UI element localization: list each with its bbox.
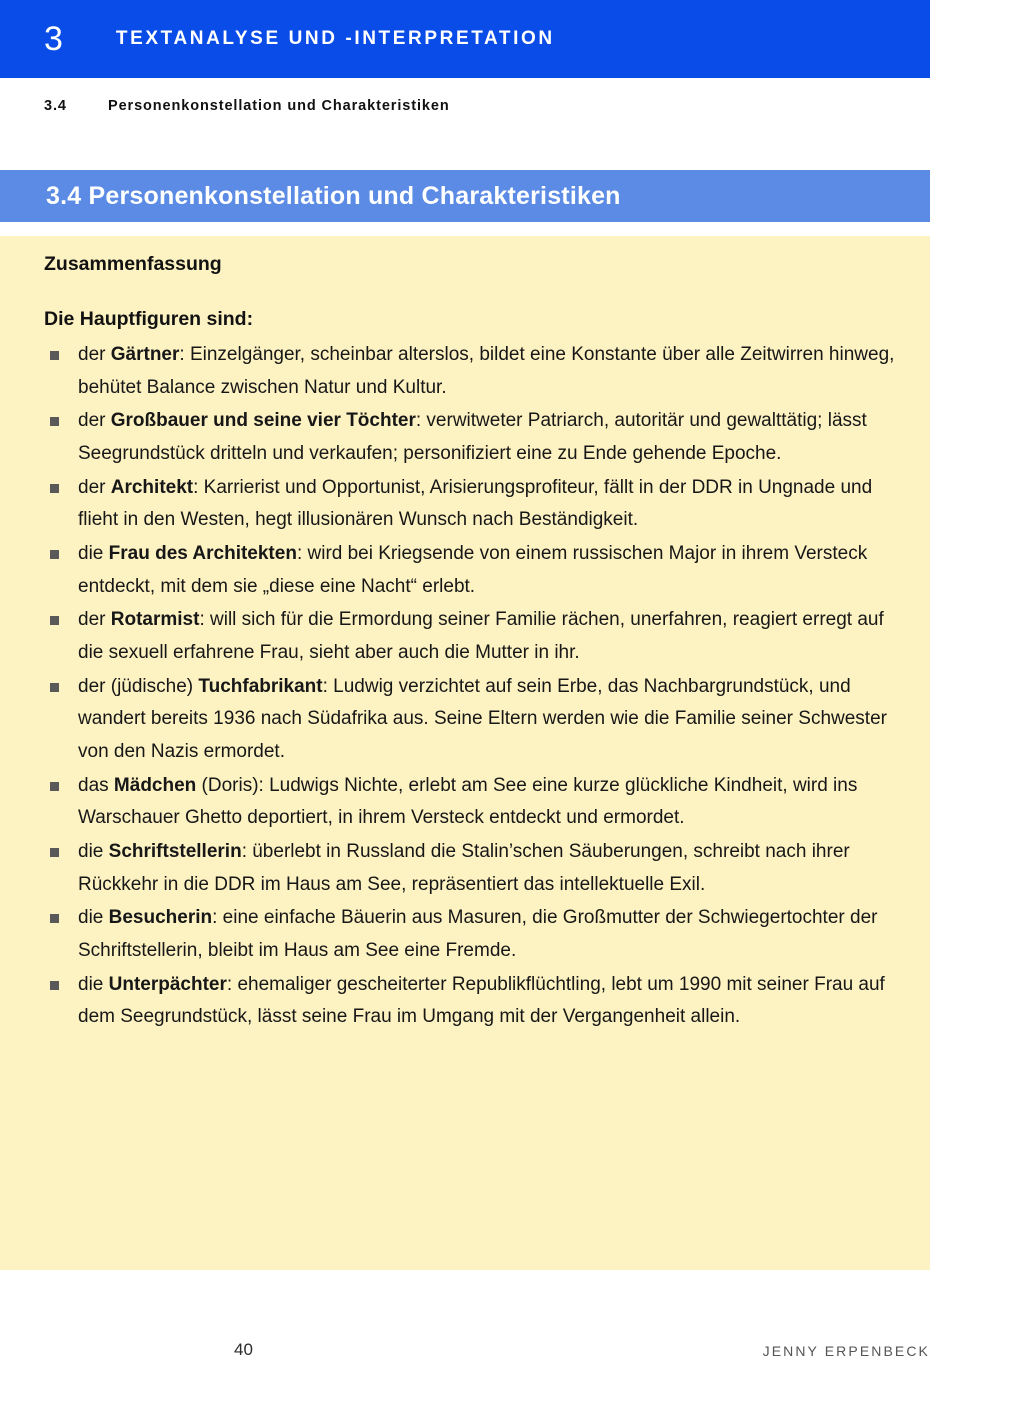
list-item — [50, 339, 910, 404]
list-item — [50, 472, 910, 537]
chapter-banner — [0, 0, 930, 78]
bullet-square-icon — [50, 914, 59, 923]
figure-prefix: der — [78, 343, 111, 365]
figure-prefix: die — [78, 840, 109, 862]
list-item — [50, 836, 910, 901]
figure-description: : Karrierist und Opportunist, Arisierungsprofiteur, fällt in der DDR in Ungnade und flieht in den Westen, hegt illusionären Wunsch nach Beständigkeit. — [78, 476, 873, 531]
figure-prefix: der — [78, 476, 111, 498]
figure-name: Schriftstellerin — [108, 840, 242, 862]
list-item — [50, 604, 910, 669]
figure-name: Tuchfabrikant — [198, 675, 323, 697]
figure-name: Rotarmist — [110, 609, 200, 631]
figure-description: : überlebt in Russland die Stalin’schen Säuberungen, schreibt nach ihrer Rückkehr in die DDR im Haus am See, repräsentiert das intellektuelle Exil. — [78, 840, 850, 895]
figure-prefix: der (jüdische) — [78, 675, 199, 697]
section-header-bar — [0, 170, 930, 222]
figure-description: : wird bei Kriegsende von einem russischen Major in ihrem Versteck entdeckt, mit dem sie „diese eine Nacht“ erlebt. — [78, 542, 868, 597]
bullet-square-icon — [50, 550, 59, 559]
summary-heading: Zusammenfassung — [44, 253, 222, 275]
page-number: 40 — [234, 1340, 253, 1359]
chapter-number: 3 — [44, 20, 63, 58]
footer-author: JENNY ERPENBECK — [762, 1343, 930, 1359]
figure-name: Unterpächter — [108, 973, 227, 995]
figure-description: : eine einfache Bäuerin aus Masuren, die Großmutter der Schwiegertochter der Schriftstellerin, bleibt im Haus am See eine Fremde. — [78, 907, 878, 961]
bullet-square-icon — [50, 417, 59, 426]
figure-description: : Ludwig verzichtet auf sein Erbe, das Nachbargrundstück, und wandert bereits 1936 nach Südafrika aus. Seine Eltern werden wie die Familie seiner Schwester von den Nazis ermordet. — [78, 675, 887, 762]
figure-prefix: das — [78, 774, 114, 796]
figure-name: Besucherin — [108, 907, 213, 929]
figure-description: : verwitweter Patriarch, autoritär und gewalttätig; lässt Seegrundstück dritteln und verkaufen; personifiziert eine zu Ende gehende Epoche. — [78, 410, 867, 464]
figure-name: Architekt — [110, 476, 194, 498]
summary-subheading: Die Hauptfiguren sind: — [44, 308, 254, 331]
figure-prefix: der — [78, 609, 111, 631]
breadcrumb — [44, 98, 450, 114]
bullet-square-icon — [50, 683, 59, 692]
figure-prefix: der — [78, 410, 111, 432]
figure-name: Frau des Architekten — [108, 542, 297, 564]
bullet-square-icon — [50, 981, 59, 990]
bullet-square-icon — [50, 351, 59, 360]
section-heading: 3.4 Personenkonstellation und Charakteristiken — [46, 181, 621, 210]
figure-list — [0, 339, 930, 1034]
summary-panel — [0, 236, 930, 1270]
figure-name: Mädchen — [113, 774, 197, 796]
list-item — [50, 538, 910, 603]
figure-description: : will sich für die Ermordung seiner Familie rächen, unerfahren, reagiert erregt auf die sexuell erfahrene Frau, sieht aber auch die Mutter in ihr. — [78, 609, 884, 663]
figure-prefix: die — [78, 973, 109, 995]
figure-description: (Doris): Ludwigs Nichte, erlebt am See eine kurze glückliche Kindheit, wird ins Warschauer Ghetto deportiert, in ihrem Versteck entdeckt und ermordet. — [78, 774, 858, 829]
list-item — [50, 969, 910, 1034]
chapter-title: TEXTANALYSE UND -INTERPRETATION — [115, 28, 555, 49]
figure-name: Gärtner — [110, 343, 180, 365]
figure-name: Großbauer und seine vier Töchter — [110, 410, 416, 432]
figure-description: : ehemaliger gescheiterter Republikflüchtling, lebt um 1990 mit seiner Frau auf dem Seegrundstück, lässt seine Frau im Umgang mit der Vergangenheit allein. — [78, 973, 885, 1028]
bullet-square-icon — [50, 782, 59, 791]
figure-prefix: die — [78, 542, 109, 564]
bullet-square-icon — [50, 616, 59, 625]
list-item — [50, 902, 910, 967]
list-item — [50, 671, 910, 769]
breadcrumb-label: Personenkonstellation und Charakteristiken — [108, 98, 450, 114]
breadcrumb-number: 3.4 — [44, 98, 67, 114]
list-item — [50, 405, 910, 470]
bullet-square-icon — [50, 484, 59, 493]
bullet-square-icon — [50, 848, 59, 857]
figure-description: : Einzelgänger, scheinbar alterslos, bildet eine Konstante über alle Zeitwirren hinweg, behütet Balance zwischen Natur und Kultur. — [78, 343, 895, 398]
list-item — [50, 770, 910, 835]
page-footer — [0, 1340, 930, 1370]
figure-prefix: die — [78, 907, 109, 929]
